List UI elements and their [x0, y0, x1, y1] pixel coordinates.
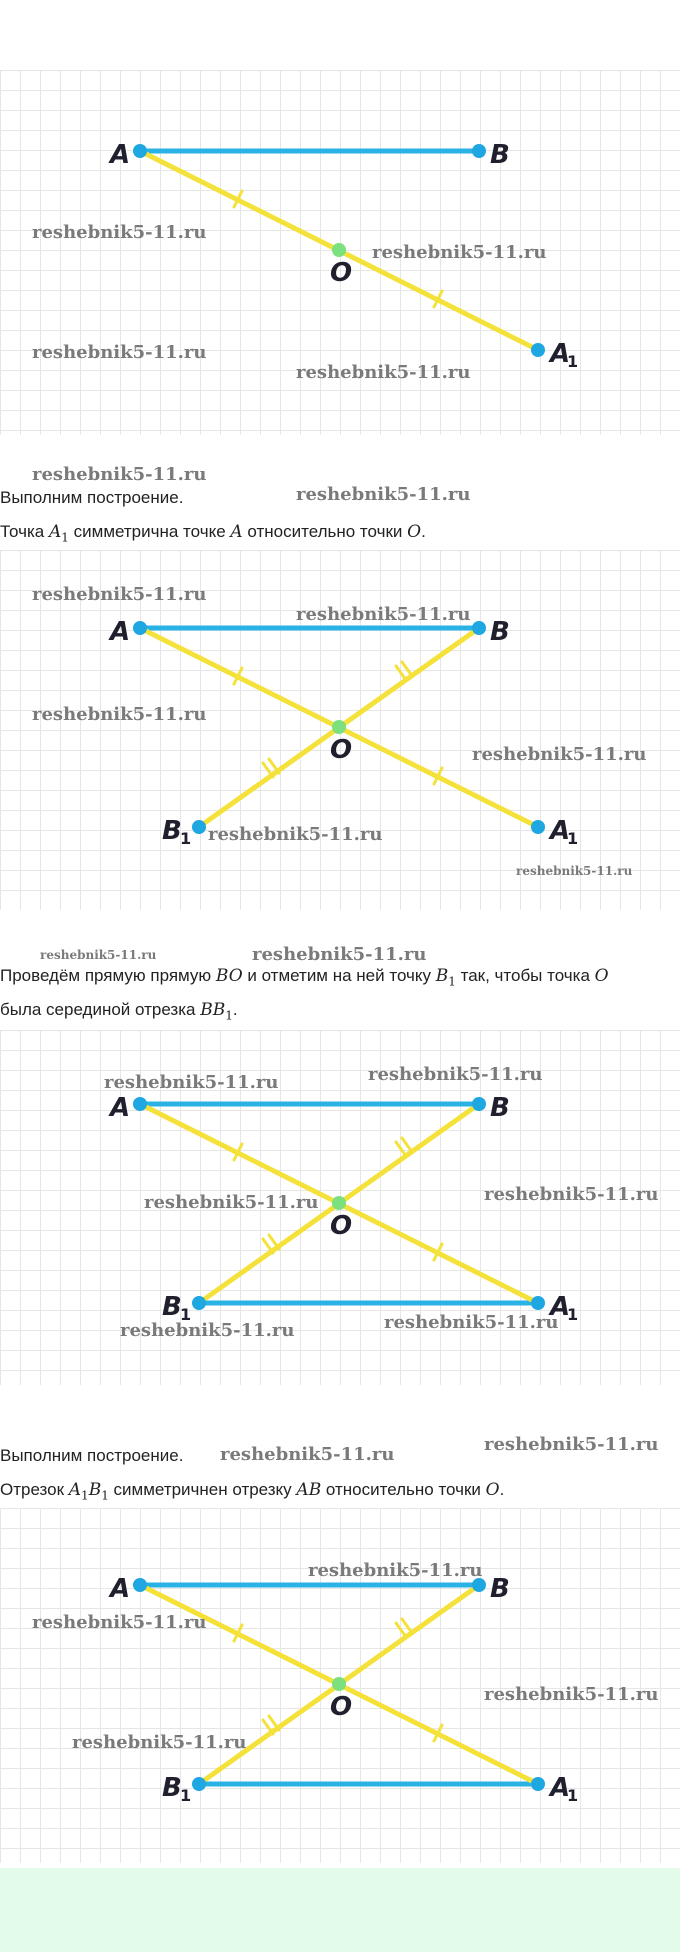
point-b [472, 621, 486, 635]
watermark: reshebnik5-11.ru [208, 824, 383, 845]
label-o: O [330, 1692, 353, 1722]
label-b1-sub: 1 [180, 1305, 192, 1324]
text-part: . [499, 1480, 505, 1499]
point-b [472, 144, 486, 158]
math-o: O [594, 966, 609, 986]
label-b: B [490, 1093, 510, 1123]
label-o: O [330, 1211, 353, 1241]
label-o: O [330, 735, 353, 765]
math-o: O [407, 522, 422, 542]
watermark: reshebnik5-11.ru [308, 1560, 483, 1581]
label-a: A [110, 617, 131, 647]
label-a1: A [550, 339, 571, 369]
watermark: reshebnik5-11.ru [32, 1612, 207, 1633]
label-a: A [110, 1093, 131, 1123]
label-a: A [110, 140, 131, 170]
math-a1: $A_1$ [48, 522, 69, 545]
point-b1 [192, 1777, 206, 1791]
point-a1 [531, 1777, 545, 1791]
tick-bo-2 [402, 1138, 412, 1152]
watermark: reshebnik5-11.ru [484, 1184, 659, 1205]
step-2-text: Выполним построение. [0, 1446, 184, 1465]
math-a1b1: $A_1B_1$ [68, 1480, 109, 1503]
label-a1-sub: 1 [567, 352, 579, 371]
watermark: reshebnik5-11.ru [32, 222, 207, 243]
watermark: reshebnik5-11.ru [384, 1312, 559, 1333]
tick-bo-2 [402, 1619, 412, 1633]
text-part: и отметим на ней точку [242, 966, 436, 985]
math-ab: AB [296, 1480, 322, 1500]
text-part: была серединой отрезка [0, 1000, 201, 1019]
label-a1: A [550, 1773, 571, 1803]
watermark: reshebnik5-11.ru [32, 704, 207, 725]
watermark: reshebnik5-11.ru [252, 944, 427, 965]
point-a1 [531, 820, 545, 834]
tick-bo-1 [396, 1623, 406, 1637]
tick-bo-1 [396, 666, 406, 680]
point-o [332, 720, 346, 734]
label-a1: A [550, 816, 571, 846]
text-part: . [232, 1000, 238, 1019]
label-b1: B [162, 816, 182, 846]
watermark: reshebnik5-11.ru [120, 1320, 295, 1341]
point-a [133, 144, 147, 158]
text-part: . [421, 522, 426, 541]
text-part: симметрична точке [68, 522, 231, 541]
point-a [133, 621, 147, 635]
label-a1-sub: 1 [567, 1305, 579, 1324]
text-part: симметричнен отрезку [108, 1480, 297, 1499]
point-b1 [192, 1296, 206, 1310]
point-o [332, 243, 346, 257]
watermark: reshebnik5-11.ru [484, 1684, 659, 1705]
point-o [332, 1677, 346, 1691]
math-o: O [485, 1480, 500, 1500]
label-a1-sub: 1 [567, 829, 579, 848]
point-a [133, 1578, 147, 1592]
statement-segment-symmetric [0, 1480, 504, 1502]
tick-bo-1 [396, 1142, 406, 1156]
math-b1: $B_1$ [435, 966, 456, 989]
watermark: reshebnik5-11.ru [484, 1434, 659, 1455]
watermark: reshebnik5-11.ru [72, 1732, 247, 1753]
point-b [472, 1097, 486, 1111]
watermark: reshebnik5-11.ru [296, 362, 471, 383]
text-part: Отрезок [0, 1480, 69, 1499]
watermark: reshebnik5-11.ru [296, 484, 471, 505]
math-a: A [230, 522, 243, 542]
text-part: Точка [0, 522, 49, 541]
watermark: reshebnik5-11.ru [472, 744, 647, 765]
watermark: reshebnik5-11.ru [516, 864, 633, 878]
math-bo: BO [215, 966, 243, 986]
label-b1-sub: 1 [180, 1786, 192, 1805]
label-b1: B [162, 1773, 182, 1803]
watermark: reshebnik5-11.ru [40, 948, 157, 962]
watermark: reshebnik5-11.ru [296, 604, 471, 625]
point-a1 [531, 1296, 545, 1310]
label-o: O [330, 258, 353, 288]
point-a1 [531, 343, 545, 357]
text-part: относительно точки [242, 522, 408, 541]
watermark: reshebnik5-11.ru [32, 464, 207, 485]
label-b1-sub: 1 [180, 829, 192, 848]
text-part: Проведём прямую прямую [0, 966, 216, 985]
label-b1: B [162, 1292, 182, 1322]
statement-midpoint [0, 1000, 238, 1022]
watermark: reshebnik5-11.ru [220, 1444, 395, 1465]
tick-bo-2 [402, 662, 412, 676]
watermark: reshebnik5-11.ru [368, 1064, 543, 1085]
point-o [332, 1196, 346, 1210]
watermark: reshebnik5-11.ru [32, 342, 207, 363]
statement-draw-bo [0, 966, 609, 988]
point-b1 [192, 820, 206, 834]
point-a [133, 1097, 147, 1111]
label-b: B [490, 617, 510, 647]
statement-a1-symmetric [0, 522, 426, 544]
watermark: reshebnik5-11.ru [104, 1072, 279, 1093]
watermark: reshebnik5-11.ru [372, 242, 547, 263]
label-b: B [490, 140, 510, 170]
math-bb1: $BB_1$ [200, 1000, 233, 1023]
label-b: B [490, 1574, 510, 1604]
watermark: reshebnik5-11.ru [144, 1192, 319, 1213]
step-1-text: Выполним построение. [0, 488, 184, 507]
label-a1: A [550, 1292, 571, 1322]
answer-box [0, 1868, 680, 1952]
label-a: A [110, 1574, 131, 1604]
text-part: так, чтобы точка [455, 966, 595, 985]
watermark: reshebnik5-11.ru [32, 584, 207, 605]
text-part: относительно точки [321, 1480, 486, 1499]
label-a1-sub: 1 [567, 1786, 579, 1805]
